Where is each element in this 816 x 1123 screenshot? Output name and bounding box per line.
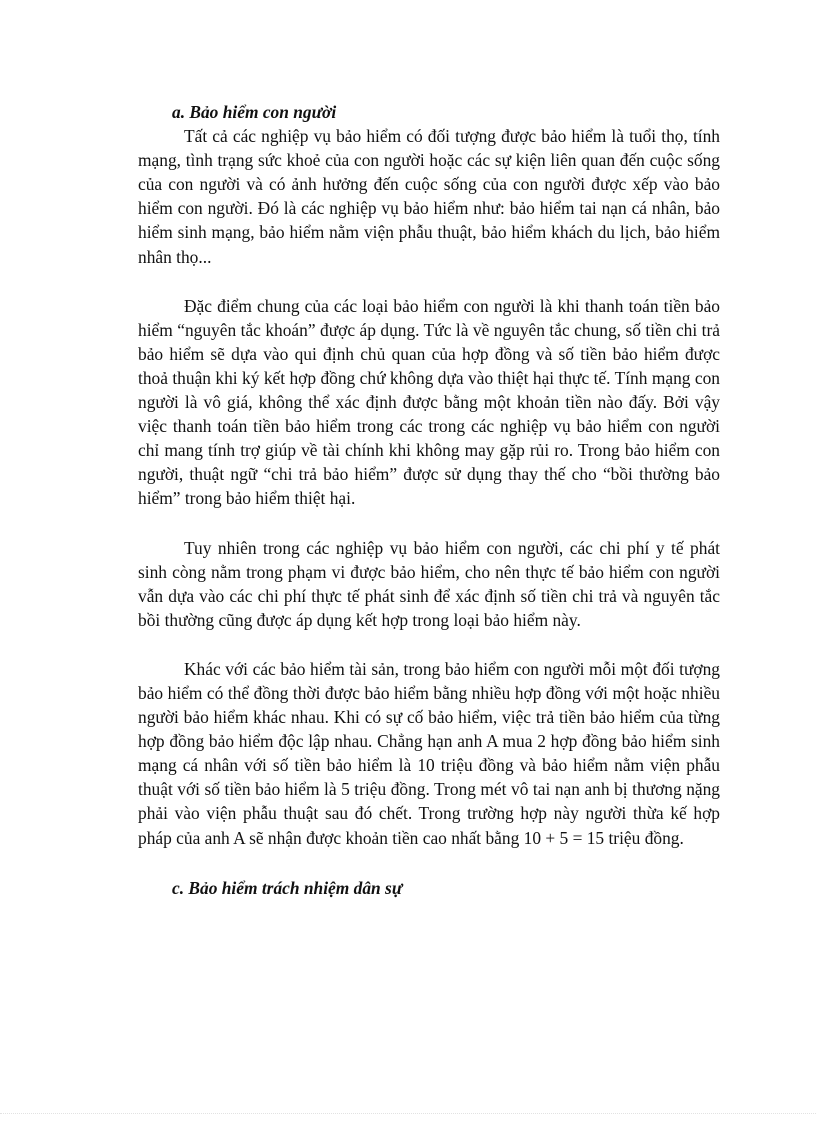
section-heading-c: c. Bảo hiểm trách nhiệm dân sự (172, 877, 403, 898)
paragraph-3: Tuy nhiên trong các nghiệp vụ bảo hiểm con người, các chi phí y tế phát sinh còng nằm trong phạm vi được bảo hiểm, cho nên thực tế bảo hiểm con người vẫn dựa vào các chi phí thực tế phát sinh để xác định số tiền chi trả và nguyên tắc bồi thường cũng được áp dụng kết hợp trong loại bảo hiểm này. (138, 537, 720, 630)
section-heading-a: a. Bảo hiểm con người (172, 102, 337, 122)
paragraph-1: Tất cả các nghiệp vụ bảo hiểm có đối tượng được bảo hiểm là tuổi thọ, tính mạng, tình trạng sức khoẻ của con người hoặc các sự kiện liên quan đến cuộc sống của con người và có ảnh hưởng đến cuộc sống của con người được xếp vào bảo hiểm con người. Đó là các nghiệp vụ bảo hiểm như: bảo hiểm tai nạn cá nhân, bảo hiểm sinh mạng, bảo hiểm nằm viện phẫu thuật, bảo hiểm khách du lịch, bảo hiểm nhân thọ... (138, 126, 720, 267)
paragraph-2: Đặc điểm chung của các loại bảo hiểm con người là khi thanh toán tiền bảo hiểm “nguyên tắc khoán” được áp dụng. Tức là về nguyên tắc chung, số tiền chi trả bảo hiểm sẽ dựa vào qui định chủ quan của hợp đồng và số tiền bảo hiểm được thoả thuận khi ký kết hợp đồng chứ không dựa vào thiệt hại thực tế. Tính mạng con người là vô giá, không thể xác định được bằng một khoản tiền nào đấy. Bởi vậy việc thanh toán tiền bảo hiểm trong các trong các nghiệp vụ bảo hiểm con người chỉ mang tính trợ giúp về tài chính khi không may gặp rủi ro. Trong bảo hiểm con người, thuật ngữ “chi trả bảo hiểm” được sử dụng thay thế cho “bồi thường bảo hiểm” trong bảo hiểm thiệt hại. (138, 295, 720, 509)
page-bottom-divider (0, 1113, 816, 1114)
document-page (138, 100, 720, 900)
paragraph-4: Khác với các bảo hiểm tài sản, trong bảo hiểm con người mỗi một đối tượng bảo hiểm có thể đồng thời được bảo hiểm bằng nhiều hợp đồng với một hoặc nhiều người bảo hiểm khác nhau. Khi có sự cố bảo hiểm, việc trả tiền bảo hiểm của từng hợp đồng bảo hiểm độc lập nhau. Chẳng hạn anh A mua 2 hợp đồng bảo hiểm sinh mạng cá nhân với số tiền bảo hiểm là 10 triệu đồng và bảo hiểm nằm viện phẫu thuật với số tiền bảo hiểm là 5 triệu đồng. Trong mét vô tai nạn anh bị thương nặng phải vào viện phẫu thuật sau đó chết. Trong trường hợp này người thừa kế hợp pháp của anh A sẽ nhận được khoản tiền cao nhất bằng 10 + 5 = 15 triệu đồng. (138, 658, 720, 848)
